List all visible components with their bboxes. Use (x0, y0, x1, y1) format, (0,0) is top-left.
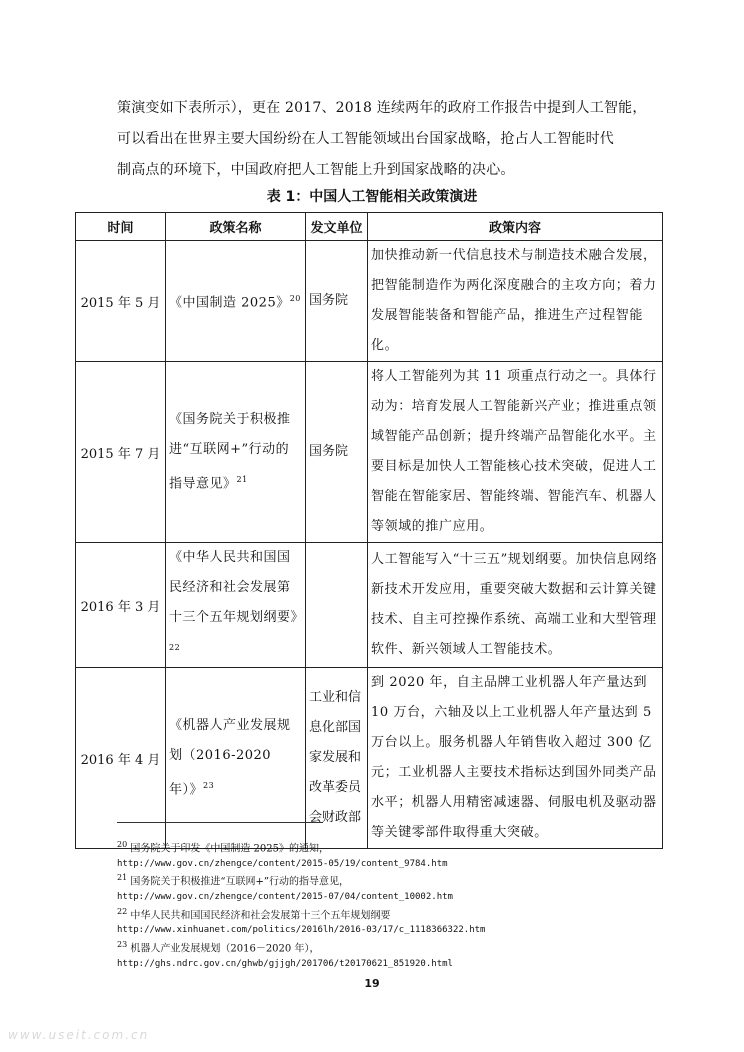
footnote (117, 905, 677, 924)
table-row (76, 362, 663, 543)
footnote-number: 22 (117, 906, 128, 916)
table-row (76, 543, 663, 668)
cell-time: 2016 年 3 月 (76, 543, 166, 668)
watermark: www.useit.com.cn (8, 1028, 150, 1042)
table-row (76, 241, 663, 362)
footnote-text: 国务院关于印发《中国制造 2025》的通知， (130, 843, 330, 855)
footnote-url[interactable]: http://www.gov.cn/zhengce/content/2015-05/19/content_9784.htm (117, 858, 448, 869)
cell-policy-name (166, 241, 306, 362)
footnote-url[interactable]: http://ghs.ndrc.gov.cn/ghwb/gjjgh/201706/t20170621_851920.html (117, 958, 453, 969)
cell-policy-name (166, 543, 306, 668)
cell-issuer (306, 543, 368, 668)
footnote-number: 21 (117, 873, 128, 883)
footnote-ref: 20 (289, 293, 301, 303)
footnote-number: 23 (117, 939, 128, 949)
cell-time: 2015 年 7 月 (76, 362, 166, 543)
footnotes (117, 838, 677, 971)
footnote-url[interactable]: http://www.gov.cn/zhengce/content/2015-07/04/content_10002.htm (117, 892, 453, 903)
footnote (117, 838, 677, 857)
cell-policy-name (166, 362, 306, 543)
policy-name-text: 《中华人民共和国国民经济和社会发展第十三个五年规划纲要》 (169, 550, 305, 625)
footnote-ref: 22 (169, 643, 181, 652)
cell-policy-content: 加快推动新一代信息技术与制造技术融合发展，把智能制造作为两化深度融合的主攻方向；着力发展智能装备和智能产品，推进生产过程智能化。 (368, 241, 663, 362)
intro-line-2: 可以看出在世界主要大国纷纷在人工智能领域出台国家战略，抢占人工智能时代 (117, 131, 614, 147)
cell-time: 2016 年 4 月 (76, 668, 166, 849)
cell-time: 2015 年 5 月 (76, 241, 166, 362)
footnote-number: 20 (117, 840, 128, 849)
cell-issuer: 国务院 (306, 362, 368, 543)
cell-policy-content: 人工智能写入“十三五”规划纲要。加快信息网络新技术开发应用，重要突破大数据和云计算关键技术、自主可控操作系统、高端工业和大型管理软件、新兴领域人工智能技术。 (368, 543, 663, 668)
cell-policy-content: 将人工智能列为其 11 项重点行动之一。具体行动为：培育发展人工智能新兴产业；推进重点领域智能产品创新；提升终端产品智能化水平。主要目标是加快人工智能核心技术突破，促进人工智能在智能家居、智能终端、智能汽车、机器人等领域的推广应用。 (368, 362, 663, 543)
footnote-text: 机器人产业发展规划（2016－2020 年）， (130, 943, 320, 955)
footnote (117, 938, 677, 957)
table-header-row (76, 213, 663, 241)
cell-issuer: 国务院 (306, 241, 368, 362)
footnote-ref: 21 (236, 474, 248, 484)
header-policy-content: 政策内容 (368, 213, 663, 241)
policy-name-text: 《机器人产业发展规划（2016-2020 年）》 (169, 718, 291, 798)
page-number: 19 (364, 977, 380, 990)
footnote-ref: 23 (203, 781, 215, 791)
header-issuer: 发文单位 (306, 213, 368, 241)
policy-table (75, 212, 663, 849)
header-policy-name: 政策名称 (166, 213, 306, 241)
footnote-text: 国务院关于积极推进“互联网+”行动的指导意见， (130, 876, 349, 888)
intro-line-3: 制高点的环境下，中国政府把人工智能上升到国家战略的决心。 (117, 162, 515, 178)
cell-issuer: 工业和信息化部国家发展和改革委员会财政部 (306, 668, 368, 849)
policy-name-text: 《中国制造 2025》 (169, 295, 290, 311)
policy-name-text: 《国务院关于积极推进“互联网+”行动的指导意见》 (169, 411, 291, 492)
header-time: 时间 (76, 213, 166, 241)
cell-policy-content: 到 2020 年，自主品牌工业机器人年产量达到 10 万台，六轴及以上工业机器人年产量达到 5 万台以上。服务机器人年销售收入超过 300 亿元；工业机器人主要技术指标达到国外同类产品水平；机器人用精密减速器、伺服电机及驱动器等关键零部件取得重大突破。 (368, 668, 663, 849)
footnote (117, 871, 677, 890)
intro-line-1: 策演变如下表所示），更在 2017、2018 连续两年的政府工作报告中提到人工智能， (117, 100, 647, 116)
footnote-divider (117, 822, 323, 823)
footnote-text: 中华人民共和国国民经济和社会发展第十三个五年规划纲要 (130, 909, 391, 921)
table-caption: 表 1：中国人工智能相关政策演进 (266, 189, 478, 205)
footnote-url[interactable]: http://www.xinhuanet.com/politics/2016lh/2016-03/17/c_1118366322.htm (117, 925, 486, 936)
